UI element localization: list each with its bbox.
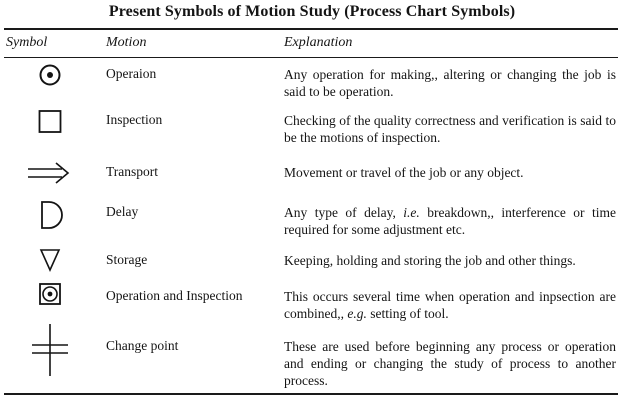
motion-change-point: Change point	[106, 338, 179, 353]
explanation-inspection: Checking of the quality correctness and verification is said to be the motions of inspection.	[284, 113, 616, 145]
explanation-operation-and-inspection: This occurs several time when operation and inpsection are combined,, e.g. setting of tool.	[284, 289, 616, 321]
motion-transport: Transport	[106, 164, 159, 179]
motion-operation: Operaion	[106, 66, 157, 81]
page-title: Present Symbols of Motion Study (Process Chart Symbols)	[108, 3, 516, 20]
change-point-icon	[10, 324, 90, 384]
header-symbol: Symbol	[6, 35, 48, 50]
top-rule	[4, 28, 618, 30]
header-rule	[4, 57, 618, 58]
inspection-icon	[10, 106, 90, 166]
bottom-rule	[4, 393, 618, 395]
explanation-operation: Any operation for making,, altering or changing the job is said to be operation.	[284, 67, 616, 99]
motion-storage: Storage	[106, 252, 148, 267]
header-motion: Motion	[106, 35, 147, 50]
motion-operation-and-inspection: Operation and Inspection	[106, 288, 243, 303]
header-explanation: Explanation	[284, 35, 353, 50]
motion-inspection: Inspection	[106, 112, 163, 127]
explanation-storage: Keeping, holding and storing the job and other things.	[284, 253, 576, 268]
explanation-delay: Any type of delay, i.e. breakdown,, interference or time required for some adjustment etc.	[284, 205, 616, 237]
explanation-change-point: These are used before beginning any process or operation and ending or changing the study of process to another process.	[284, 339, 616, 388]
explanation-transport: Movement or travel of the job or any object.	[284, 165, 524, 180]
motion-delay: Delay	[106, 204, 139, 219]
